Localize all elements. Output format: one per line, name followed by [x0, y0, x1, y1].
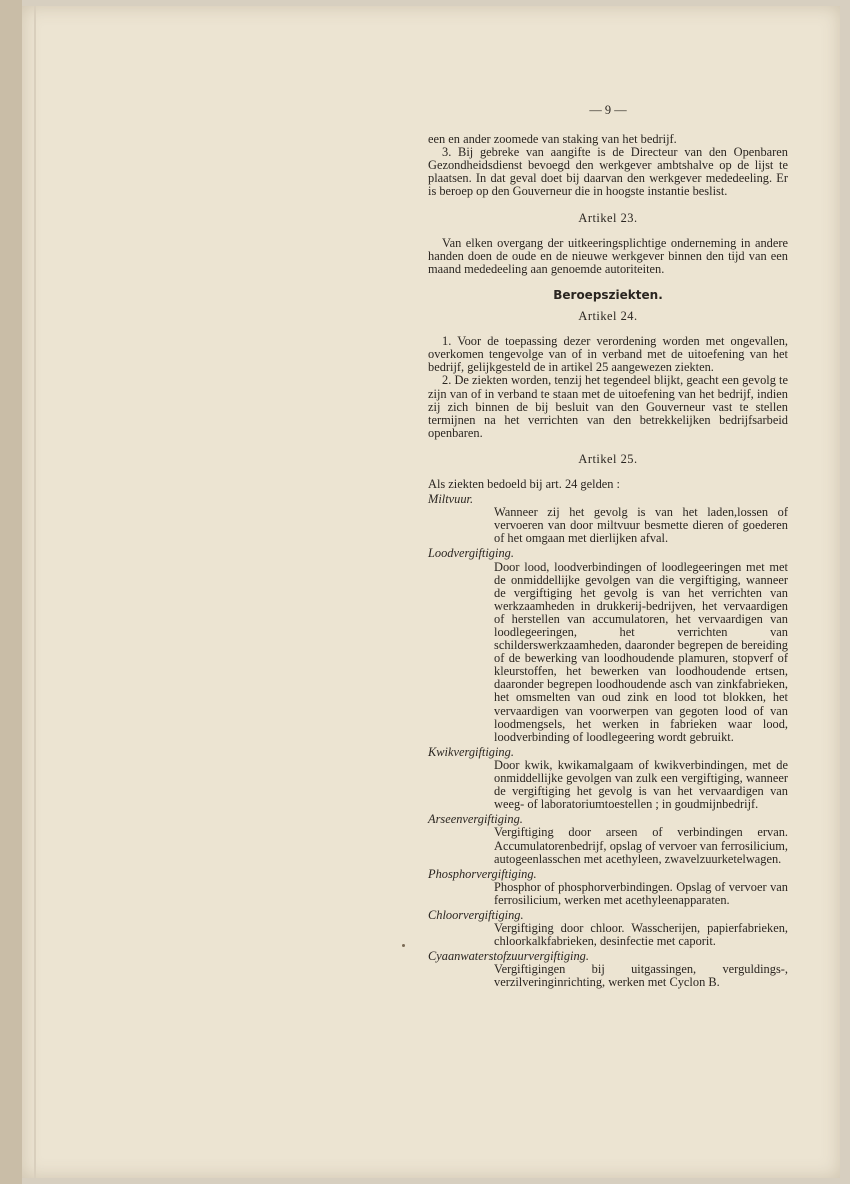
page-number: — 9 —: [589, 103, 627, 117]
article-25-intro: Als ziekten bedoeld bij art. 24 gelden :: [428, 476, 621, 491]
disease-name: Loodvergiftiging.: [428, 546, 514, 561]
article-23-text: Van elken overgang der uitkeeringsplichtige onderneming in andere handen doen de oude en de nieuwe werkgever binnen den tijd van een maand mededeeling aan genoemde autoriteiten.: [428, 235, 788, 276]
disease-description: Vergiftiging door arseen of verbindingen ervan. Accumulatorenbedrijf, opslag of vervoer van ferrosilicium, autogeenlasschen met acethyleen, zwavelzuurketelwagen.: [494, 825, 788, 866]
disease-item: [428, 813, 788, 865]
disease-description: Door lood, loodverbindingen of loodlegeeringen met met de onmiddellijke gevolgen van die vergiftiging, wanneer de vergiftiging het gevolg is van het verrichten van werkzaamheden in drukkerij-bedrijven, het vervaardigen of herstellen van accumulatoren, het vervaardigen van loodlegeeringen, het verrichten van schilderswerkzaamheden, daaronder begrepen de bereiding of de bewerking van loodhoudende plamuren, stopverf of kleurstoffen, het bewerken van loodhoudende ertsen, daaronder begrepen loodhoudende asch van zinkfabrieken, het omsmelten van oud zink en lood tot blokken, het vervaardigen van voorwerpen van gegoten lood of van loodmengsels, het werken in fabrieken waar lood, loodverbinding of loodlegeering wordt gebruikt.: [494, 559, 788, 744]
disease-description: Phosphor of phosphorverbindingen. Opslag of vervoer van ferrosilicium, werken met acethyleenapparaten.: [494, 879, 788, 907]
disease-name: Phosphorvergiftiging.: [428, 866, 537, 881]
disease-item: [428, 746, 788, 811]
paragraph-continued: een en ander zoomede van staking van het bedrijf.: [428, 132, 677, 147]
article-25-title: Artikel 25.: [578, 451, 638, 466]
article-24-paragraph-2: 2. De ziekten worden, tenzij het tegendeel blijkt, geacht een gevolg te zijn van of in verband te staan met de uitoefening van het bedrijf, indien zij zich binnen de bij besluit van den Gouverneur vast te stellen termijnen na het verrichten van den betrekkelijken bedrijfsarbeid openbaren.: [428, 373, 788, 440]
disease-name: Cyaanwaterstofzuurvergiftiging.: [428, 949, 589, 964]
section-heading: Beroepsziekten.: [553, 287, 663, 302]
paragraph-3: 3. Bij gebreke van aangifte is de Directeur van den Openbaren Gezondheidsdienst bevoegd den werkgever ambtshalve op de lijst te plaatsen. In dat geval doet bij daarvan den werkgever mededeeling. Er is beroep op den Gouverneur die in hoogste instantie beslist.: [428, 145, 788, 199]
disease-item: [428, 547, 788, 743]
disease-name: Arseenvergiftiging.: [428, 812, 523, 827]
document-text: [428, 104, 788, 990]
disease-description: Wanneer zij het gevolg is van het laden,lossen of vervoeren van door miltvuur besmette dieren of goederen of het omgaan met dierlijken afval.: [494, 505, 788, 546]
disease-description: Vergiftiging door chloor. Wasscherijen, papierfabrieken, chloorkalkfabrieken, desinfectie met caporit.: [494, 921, 788, 949]
disease-item: [428, 493, 788, 545]
book-spine: [0, 0, 22, 1184]
article-23-title: Artikel 23.: [578, 210, 638, 225]
disease-item: [428, 909, 788, 948]
disease-item: [428, 868, 788, 907]
disease-name: Kwikvergiftiging.: [428, 744, 514, 759]
page-fold: [34, 6, 36, 1178]
disease-list: [428, 493, 788, 989]
disease-item: [428, 950, 788, 989]
article-24-title: Artikel 24.: [578, 309, 638, 324]
disease-description: Door kwik, kwikamalgaam of kwikverbindingen, met de onmiddellijke gevolgen van zulk een vergiftiging, wanneer de vergiftiging het gevolg is van het vervaardigen van weeg- of laboratoriumtoestellen ; in goudmijnbedrijf.: [494, 757, 788, 812]
disease-description: Vergiftigingen bij uitgassingen, verguldings-, verzilveringinrichting, werken met Cyclon B.: [494, 962, 788, 990]
disease-name: Miltvuur.: [428, 492, 474, 507]
disease-name: Chloorvergiftiging.: [428, 907, 524, 922]
article-24-paragraph-1: 1. Voor de toepassing dezer verordening worden met ongevallen, overkomen tengevolge van of in verband met de uitoefening van het bedrijf, gelijkgesteld de in artikel 25 aangewezen ziekten.: [428, 334, 788, 375]
ink-spot: [402, 944, 405, 947]
